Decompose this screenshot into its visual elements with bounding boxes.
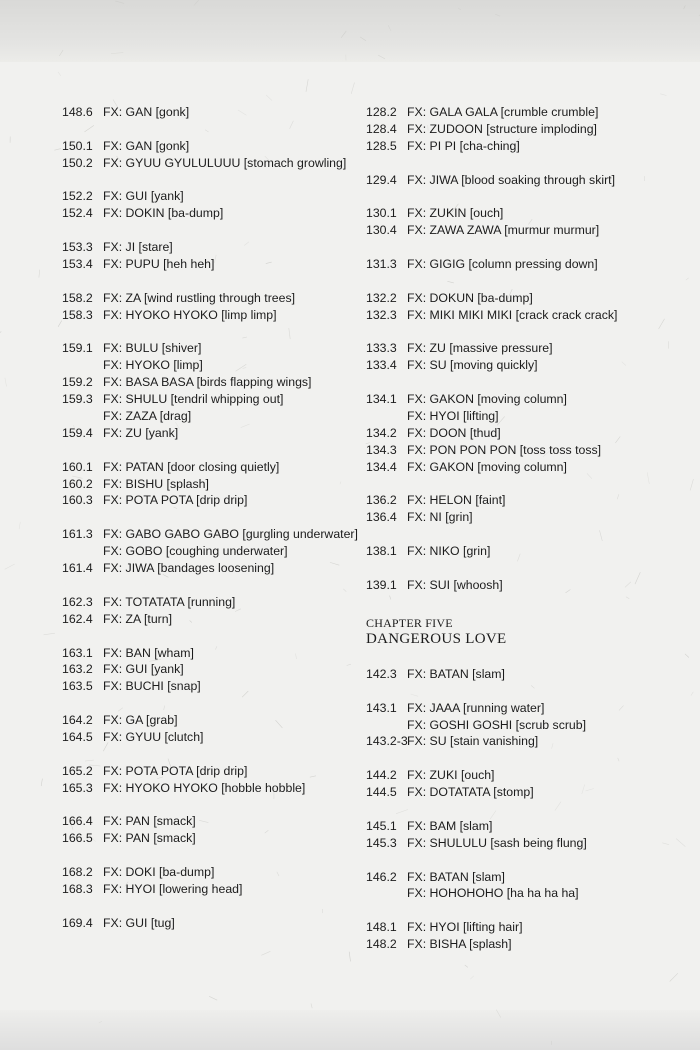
fx-translation: FX: BAM [slam]	[407, 818, 493, 833]
entry-spacer	[366, 188, 686, 205]
panel-number: 128.2	[366, 105, 397, 119]
fx-entry	[366, 784, 686, 801]
entry-spacer	[62, 509, 352, 526]
panel-number: 163.5	[62, 679, 93, 694]
panel-number: 133.3	[366, 341, 397, 356]
fx-translation: FX: BAN [wham]	[103, 645, 194, 660]
fx-entry	[62, 188, 352, 205]
fx-entry	[62, 205, 352, 222]
fx-translation: FX: PAN [smack]	[103, 814, 196, 829]
fx-entry	[62, 459, 352, 476]
chapter-heading	[366, 616, 686, 648]
fx-translation: FX: GOBO [coughing underwater]	[103, 544, 288, 559]
paper-fiber	[261, 951, 270, 955]
panel-number: 142.3	[366, 666, 397, 681]
panel-number: 148.1	[366, 920, 397, 935]
fx-list-chapter-five	[366, 666, 686, 953]
fx-translation: FX: ZA [wind rustling through trees]	[103, 290, 296, 305]
panel-number: 160.1	[62, 459, 93, 474]
fx-translation: FX: GUI [yank]	[103, 189, 184, 204]
paper-fiber	[266, 95, 272, 101]
fx-entry	[62, 307, 352, 324]
fx-entry	[366, 391, 686, 408]
panel-number: 168.3	[62, 881, 93, 896]
panel-number: 143.2-3	[366, 734, 408, 749]
paper-fiber	[690, 479, 693, 490]
fx-entry	[62, 560, 352, 577]
entry-spacer	[366, 476, 686, 493]
fx-translation: FX: BATAN [slam]	[407, 869, 505, 884]
fx-entry	[366, 138, 686, 155]
fx-entry	[366, 885, 686, 902]
fx-translation: FX: GUI [tug]	[103, 915, 175, 930]
entry-spacer	[366, 801, 686, 818]
entry-spacer	[366, 324, 686, 341]
panel-number: 159.3	[62, 392, 93, 407]
panel-number: 164.5	[62, 729, 93, 744]
panel-number: 133.4	[366, 358, 397, 373]
fx-entry	[62, 611, 352, 628]
panel-number: 163.2	[62, 662, 93, 677]
paper-fiber	[5, 564, 15, 569]
fx-entry	[366, 222, 686, 239]
panel-number: 161.3	[62, 527, 93, 542]
fx-entry	[366, 717, 686, 734]
fx-entry	[62, 239, 352, 256]
fx-entry	[366, 408, 686, 425]
paper-fiber	[59, 50, 63, 56]
fx-translation: FX: BISHA [splash]	[407, 937, 512, 952]
fx-entry	[62, 138, 352, 155]
panel-number: 128.5	[366, 138, 397, 153]
fx-entry	[62, 661, 352, 678]
paper-fiber	[378, 55, 385, 59]
fx-entry	[62, 780, 352, 797]
panel-number: 164.2	[62, 713, 93, 728]
fx-translation: FX: ZA [turn]	[103, 611, 173, 626]
entry-spacer	[62, 746, 352, 763]
fx-entry	[62, 526, 358, 543]
paper-fiber	[194, 0, 199, 6]
panel-number: 159.2	[62, 375, 93, 390]
fx-translation: FX: HYOI [lowering head]	[103, 881, 243, 896]
fx-translation: FX: DOTATATA [stomp]	[407, 785, 534, 800]
panel-number: 158.3	[62, 307, 93, 322]
paper-fiber	[5, 378, 7, 387]
fx-translation: FX: PI PI [cha-ching]	[407, 138, 520, 153]
panel-number: 148.6	[62, 105, 93, 119]
fx-translation: FX: SHULULU [sash being flung]	[407, 835, 587, 850]
fx-entry	[366, 543, 686, 560]
paper-fiber	[341, 31, 346, 38]
fx-entry	[62, 290, 352, 307]
fx-translation: FX: BISHU [splash]	[103, 476, 209, 491]
fx-translation: FX: GAN [gonk]	[103, 105, 190, 119]
fx-entry	[62, 374, 352, 391]
fx-entry	[62, 678, 352, 695]
paper-fiber	[19, 522, 20, 529]
paper-fiber	[691, 692, 693, 696]
fx-entry	[366, 492, 686, 509]
fx-translation: FX: GYUU [clutch]	[103, 729, 204, 744]
fx-entry	[366, 733, 686, 750]
entry-spacer	[366, 750, 686, 767]
paper-fiber	[458, 8, 461, 10]
fx-entry	[62, 543, 352, 560]
paper-fiber	[660, 94, 666, 96]
entry-spacer	[62, 628, 352, 645]
fx-translation: FX: GA [grab]	[103, 713, 178, 728]
panel-number: 129.4	[366, 172, 397, 187]
fx-translation: FX: GUI [yank]	[103, 662, 184, 677]
fx-translation: FX: ZUKI [ouch]	[407, 768, 495, 783]
panel-number: 152.4	[62, 206, 93, 221]
paper-fiber	[495, 14, 500, 16]
fx-entry	[62, 357, 352, 374]
panel-number: 132.3	[366, 307, 397, 322]
paper-fiber	[58, 72, 61, 76]
fx-entry	[62, 391, 352, 408]
panel-number: 134.2	[366, 425, 397, 440]
panel-number: 152.2	[62, 189, 93, 204]
paper-fiber	[686, 278, 689, 280]
panel-number: 144.2	[366, 768, 397, 783]
fx-entry	[62, 712, 352, 729]
fx-entry	[62, 645, 352, 662]
paper-fiber	[41, 779, 42, 787]
fx-translation: FX: PATAN [door closing quietly]	[103, 459, 280, 474]
fx-translation: FX: GABO GABO GABO [gurgling underwater]	[103, 527, 358, 542]
fx-translation: FX: DOKUN [ba-dump]	[407, 290, 533, 305]
fx-entry	[366, 340, 686, 357]
entry-spacer	[366, 683, 686, 700]
fx-entry	[62, 763, 352, 780]
paper-fiber	[465, 965, 468, 967]
fx-translation: FX: PAN [smack]	[103, 831, 196, 846]
fx-translation: FX: GAKON [moving column]	[407, 392, 567, 407]
entry-spacer	[62, 121, 352, 138]
fx-translation: FX: GYUU GYULULUUU [stomach growling]	[103, 155, 347, 170]
paper-fiber	[470, 976, 474, 979]
entry-spacer	[62, 324, 352, 341]
panel-number: 143.1	[366, 700, 397, 715]
fx-translation: FX: ZU [yank]	[103, 425, 179, 440]
paper-fiber	[99, 1021, 102, 1023]
fx-translation: FX: POTA POTA [drip drip]	[103, 763, 248, 778]
entry-spacer	[366, 239, 686, 256]
panel-number: 128.4	[366, 121, 397, 136]
entry-spacer	[366, 902, 686, 919]
fx-translation: FX: ZU [massive pressure]	[407, 341, 553, 356]
fx-translation: FX: HYOKO HYOKO [hobble hobble]	[103, 780, 306, 795]
paper-fiber	[39, 270, 40, 278]
fx-translation: FX: ZAWA ZAWA [murmur murmur]	[407, 223, 600, 238]
entry-spacer	[62, 695, 352, 712]
fx-translation: FX: DOKIN [ba-dump]	[103, 206, 224, 221]
paper-fiber	[349, 952, 350, 962]
fx-entry	[62, 155, 352, 172]
panel-number: 166.4	[62, 814, 93, 829]
fx-entry	[366, 818, 686, 835]
paper-fiber	[311, 1004, 312, 1009]
fx-entry	[62, 915, 352, 932]
fx-translation: FX: ZUDOON [structure imploding]	[407, 121, 597, 136]
fx-translation: FX: TOTATATA [running]	[103, 594, 236, 609]
fx-entry	[62, 492, 352, 509]
panel-number: 148.2	[366, 937, 397, 952]
fx-translation: FX: GOSHI GOSHI [scrub scrub]	[407, 717, 587, 732]
entry-spacer	[62, 898, 352, 915]
entry-spacer	[366, 155, 686, 172]
panel-number: 145.3	[366, 835, 397, 850]
fx-translation: FX: POTA POTA [drip drip]	[103, 493, 248, 508]
paper-fiber	[209, 996, 217, 1000]
paper-fiber	[54, 149, 61, 151]
panel-number: 134.1	[366, 392, 397, 407]
fx-translation: FX: ZAZA [drag]	[103, 409, 192, 424]
fx-translation: FX: DOON [thud]	[407, 425, 501, 440]
paper-fiber	[306, 79, 308, 92]
panel-number: 163.1	[62, 645, 93, 660]
fx-translation: FX: SUI [whoosh]	[407, 577, 503, 592]
fx-translation: FX: NI [grin]	[407, 510, 473, 525]
panel-number: 146.2	[366, 869, 397, 884]
entry-spacer	[62, 442, 352, 459]
fx-entry	[366, 936, 686, 953]
panel-number: 134.3	[366, 442, 397, 457]
fx-translation: FX: GALA GALA [crumble crumble]	[407, 105, 599, 119]
panel-number: 150.2	[62, 155, 93, 170]
fx-translation: FX: JAAA [running water]	[407, 700, 545, 715]
chapter-title: DANGEROUS LOVE	[366, 630, 507, 647]
panel-number: 159.1	[62, 341, 93, 356]
fx-entry	[366, 577, 686, 594]
paper-fiber	[496, 1010, 501, 1018]
panel-number: 158.2	[62, 290, 93, 305]
entry-spacer	[366, 560, 686, 577]
panel-number: 161.4	[62, 561, 93, 576]
fx-entry	[62, 830, 352, 847]
fx-translation: FX: HELON [faint]	[407, 493, 506, 508]
paper-fiber	[0, 332, 1, 335]
fx-entry	[62, 594, 352, 611]
fx-entry	[62, 864, 352, 881]
fx-translation: FX: JI [stare]	[103, 240, 173, 255]
fx-entry	[366, 104, 686, 121]
fx-translation: FX: GIGIG [column pressing down]	[407, 257, 598, 272]
panel-number: 162.4	[62, 611, 93, 626]
panel-number: 168.2	[62, 865, 93, 880]
fx-entry	[62, 881, 352, 898]
fx-entry	[366, 869, 686, 886]
fx-translation: FX: PUPU [heh heh]	[103, 257, 215, 272]
fx-translation: FX: NIKO [grin]	[407, 544, 491, 559]
fx-translation: FX: HYOKO HYOKO [limp limp]	[103, 307, 277, 322]
fx-entry	[366, 290, 686, 307]
fx-entry	[366, 442, 686, 459]
fx-translation: FX: GAN [gonk]	[103, 138, 190, 153]
paper-fiber	[388, 25, 391, 31]
fx-entry	[62, 476, 352, 493]
panel-number: 145.1	[366, 818, 397, 833]
panel-number: 130.4	[366, 223, 397, 238]
fx-entry	[366, 256, 686, 273]
fx-entry	[366, 357, 686, 374]
fx-entry	[366, 700, 686, 717]
panel-number: 130.1	[366, 206, 397, 221]
fx-entry	[366, 121, 686, 138]
fx-translation: FX: MIKI MIKI MIKI [crack crack crack]	[407, 307, 618, 322]
panel-number: 138.1	[366, 544, 397, 559]
fx-entry	[366, 307, 686, 324]
panel-number: 131.3	[366, 257, 397, 272]
paper-fiber	[351, 83, 354, 94]
fx-entry	[62, 813, 352, 830]
fx-entry	[366, 172, 686, 189]
entry-spacer	[366, 374, 686, 391]
fx-entry	[366, 205, 686, 222]
fx-translation: FX: GAKON [moving column]	[407, 459, 567, 474]
fx-entry	[366, 459, 686, 476]
fx-entry	[366, 835, 686, 852]
fx-translation: FX: PON PON PON [toss toss toss]	[407, 442, 602, 457]
entry-spacer	[366, 852, 686, 869]
fx-column-right	[366, 104, 686, 953]
entry-spacer	[62, 797, 352, 814]
panel-number: 160.2	[62, 476, 93, 491]
paper-fiber	[360, 37, 366, 41]
panel-number: 162.3	[62, 594, 93, 609]
fx-entry	[366, 509, 686, 526]
fx-translation: FX: BASA BASA [birds flapping wings]	[103, 375, 312, 390]
fx-column-left	[62, 104, 358, 932]
entry-spacer	[62, 172, 352, 189]
paper-fiber	[44, 633, 55, 635]
panel-number: 165.2	[62, 763, 93, 778]
panel-number: 169.4	[62, 915, 93, 930]
fx-translation: FX: HYOKO [limp]	[103, 358, 203, 373]
entry-spacer	[62, 847, 352, 864]
fx-translation: FX: BUCHI [snap]	[103, 679, 201, 694]
panel-number: 159.4	[62, 425, 93, 440]
panel-number: 136.4	[366, 510, 397, 525]
panel-number: 136.2	[366, 493, 397, 508]
panel-number: 150.1	[62, 138, 93, 153]
fx-translation: FX: SHULU [tendril whipping out]	[103, 392, 284, 407]
panel-number: 139.1	[366, 577, 397, 592]
entry-spacer	[62, 577, 352, 594]
fx-translation: FX: ZUKIN [ouch]	[407, 206, 504, 221]
fx-entry	[62, 729, 352, 746]
panel-number: 153.4	[62, 257, 93, 272]
fx-translation: FX: BATAN [slam]	[407, 666, 505, 681]
entry-spacer	[62, 273, 352, 290]
fx-translation: FX: SU [moving quickly]	[407, 358, 538, 373]
panel-number: 165.3	[62, 780, 93, 795]
panel-number: 153.3	[62, 240, 93, 255]
paper-fiber	[115, 1, 124, 4]
fx-translation: FX: HOHOHOHO [ha ha ha ha]	[407, 886, 579, 901]
panel-number: 132.2	[366, 290, 397, 305]
fx-entry	[62, 408, 352, 425]
fx-entry	[62, 340, 352, 357]
fx-translation: FX: SU [stain vanishing]	[407, 734, 539, 749]
paper-fiber	[684, 5, 686, 9]
fx-entry	[62, 256, 352, 273]
chapter-number: CHAPTER FIVE	[366, 615, 453, 630]
entry-spacer	[62, 222, 352, 239]
panel-number: 134.4	[366, 459, 397, 474]
fx-entry	[62, 425, 352, 442]
entry-spacer	[366, 526, 686, 543]
paper-fiber	[111, 53, 123, 54]
entry-spacer	[366, 273, 686, 290]
fx-entry	[366, 425, 686, 442]
fx-translation: FX: JIWA [blood soaking through skirt]	[407, 172, 616, 187]
fx-entry	[366, 919, 686, 936]
fx-translation: FX: HYOI [lifting]	[407, 409, 499, 424]
fx-translation: FX: HYOI [lifting hair]	[407, 920, 523, 935]
fx-list-chapter-four-end	[366, 104, 686, 594]
fx-entry	[62, 104, 352, 121]
fx-translation: FX: BULU [shiver]	[103, 341, 202, 356]
fx-entry	[366, 666, 686, 683]
panel-number: 160.3	[62, 493, 93, 508]
fx-translation: FX: JIWA [bandages loosening]	[103, 561, 275, 576]
fx-translation: FX: DOKI [ba-dump]	[103, 865, 215, 880]
paper-fiber	[670, 973, 678, 981]
panel-number: 166.5	[62, 831, 93, 846]
fx-entry	[366, 767, 686, 784]
panel-number: 144.5	[366, 785, 397, 800]
